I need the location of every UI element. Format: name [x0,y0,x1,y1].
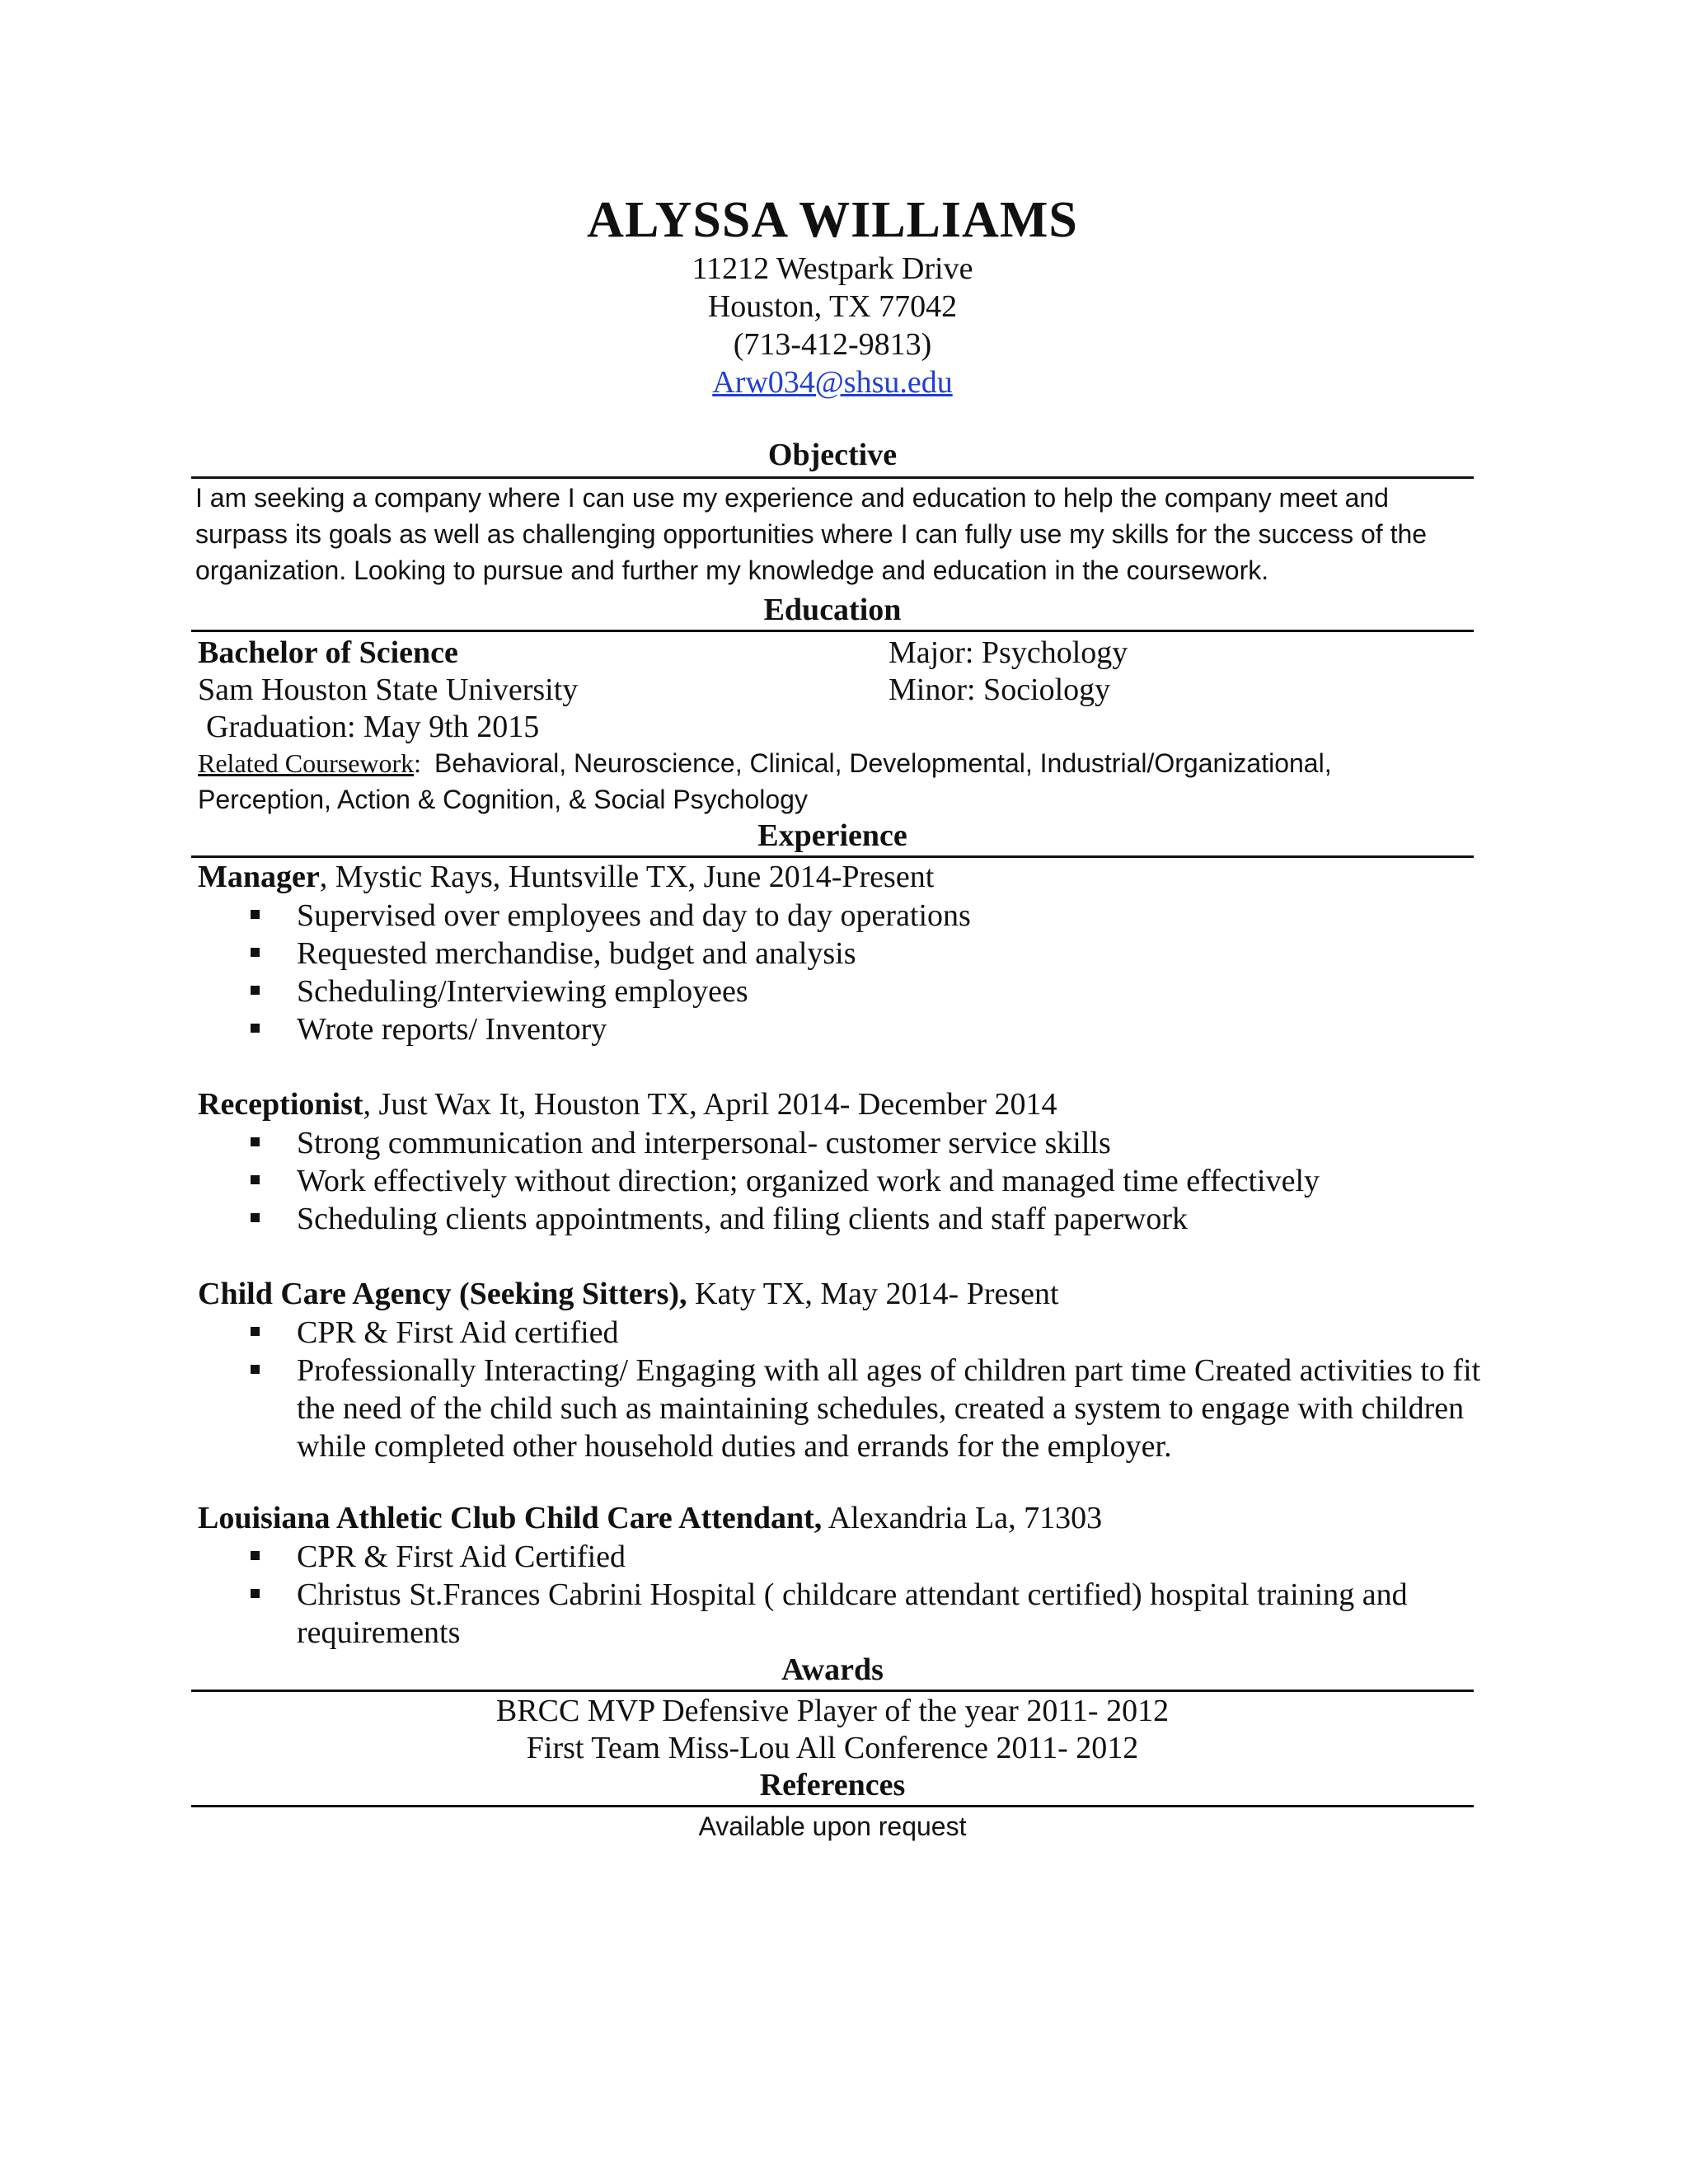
school-name: Sam Houston State University [198,673,579,707]
coursework-list: Behavioral, Neuroscience, Clinical, Developmental, Industrial/Organizational, [434,748,1332,778]
bullet-icon [251,1024,260,1033]
phone-number: (713-412-9813) [733,327,932,362]
list-item: Strong communication and interpersonal- customer service skills [246,1124,1482,1162]
bullet-icon [251,1175,260,1184]
degree-title: Bachelor of Science [198,635,458,670]
job-title-line [198,859,934,895]
references-text: Available upon request [698,1811,967,1841]
list-item: Requested merchandise, budget and analysis [246,935,1482,972]
job-title-line [198,1086,1057,1122]
list-item: Scheduling clients appointments, and filing clients and staff paperwork [246,1200,1482,1238]
bullet-icon [251,1589,260,1598]
job-role: Louisiana Athletic Club Child Care Attendant, [198,1501,823,1535]
objective-heading: Objective [767,438,898,472]
job-role: Receptionist [198,1087,363,1122]
resume-name: ALYSSA WILLIAMS [587,192,1078,248]
experience-rule [191,855,1474,858]
references-heading: References [759,1768,906,1802]
list-item: Work effectively without direction; organized work and managed time effectively [246,1162,1482,1200]
address-line-2: Houston, TX 77042 [707,289,958,324]
experience-heading: Experience [757,818,907,853]
job-title-line [198,1500,1102,1536]
award-item: BRCC MVP Defensive Player of the year 2011- 2012 [495,1694,1170,1728]
list-item: Professionally Interacting/ Engaging with all ages of children part time Created activities to fit the need of the child such as maintaining schedules, created a system to engage with children while completed other household duties and errands for the employer. [246,1352,1482,1465]
job-bullets [246,1314,1482,1465]
coursework-colon: : [414,748,422,778]
address-line-1: 11212 Westpark Drive [692,251,973,286]
graduation-date: Graduation: May 9th 2015 [206,710,540,744]
references-rule [191,1805,1474,1807]
email-link[interactable]: Arw034@shsu.edu [712,365,953,400]
bullet-icon [251,1551,260,1560]
education-rule [191,630,1474,632]
email-container [0,364,1665,401]
bullet-icon [251,1137,260,1146]
bullet-icon [251,910,260,919]
list-item: Wrote reports/ Inventory [246,1010,1482,1048]
coursework-line-2: Perception, Action & Cognition, & Social Psychology [198,785,808,814]
job-details: , Mystic Rays, Huntsville TX, June 2014-Present [319,860,935,894]
list-item: CPR & First Aid Certified [246,1538,1482,1576]
awards-rule [191,1690,1474,1692]
list-item: Scheduling/Interviewing employees [246,972,1482,1010]
bullet-icon [251,1213,260,1222]
job-bullets [246,897,1482,1048]
awards-heading: Awards [781,1652,884,1687]
job-title-line [198,1276,1059,1312]
list-item: Christus St.Frances Cabrini Hospital ( childcare attendant certified) hospital training and requirements [246,1576,1482,1652]
bullet-icon [251,1365,260,1374]
list-item: CPR & First Aid certified [246,1314,1482,1352]
job-bullets [246,1124,1482,1238]
award-item: First Team Miss-Lou All Conference 2011- 2012 [526,1731,1139,1765]
job-role: Manager [198,860,320,894]
education-heading: Education [763,593,902,627]
list-item: Supervised over employees and day to day operations [246,897,1482,935]
objective-text: I am seeking a company where I can use my experience and education to help the company meet and surpass its goals as well as challenging opportunities where I can fully use my skills for the success of the organization. Looking to pursue and further my knowledge and education in the coursework. [195,483,1428,585]
job-details: Katy TX, May 2014- Present [687,1277,1059,1311]
objective-rule [191,476,1474,479]
minor: Minor: Sociology [889,673,1111,707]
coursework-label: Related Coursework [198,748,415,778]
bullet-icon [251,948,260,957]
bullet-icon [251,986,260,995]
coursework-line-1 [198,745,1332,781]
major: Major: Psychology [889,635,1128,670]
job-bullets [246,1538,1482,1652]
job-details: , Just Wax It, Houston TX, April 2014- December 2014 [363,1087,1057,1122]
bullet-icon [251,1327,260,1336]
job-details: Alexandria La, 71303 [822,1501,1103,1535]
job-role: Child Care Agency (Seeking Sitters), [198,1277,687,1311]
